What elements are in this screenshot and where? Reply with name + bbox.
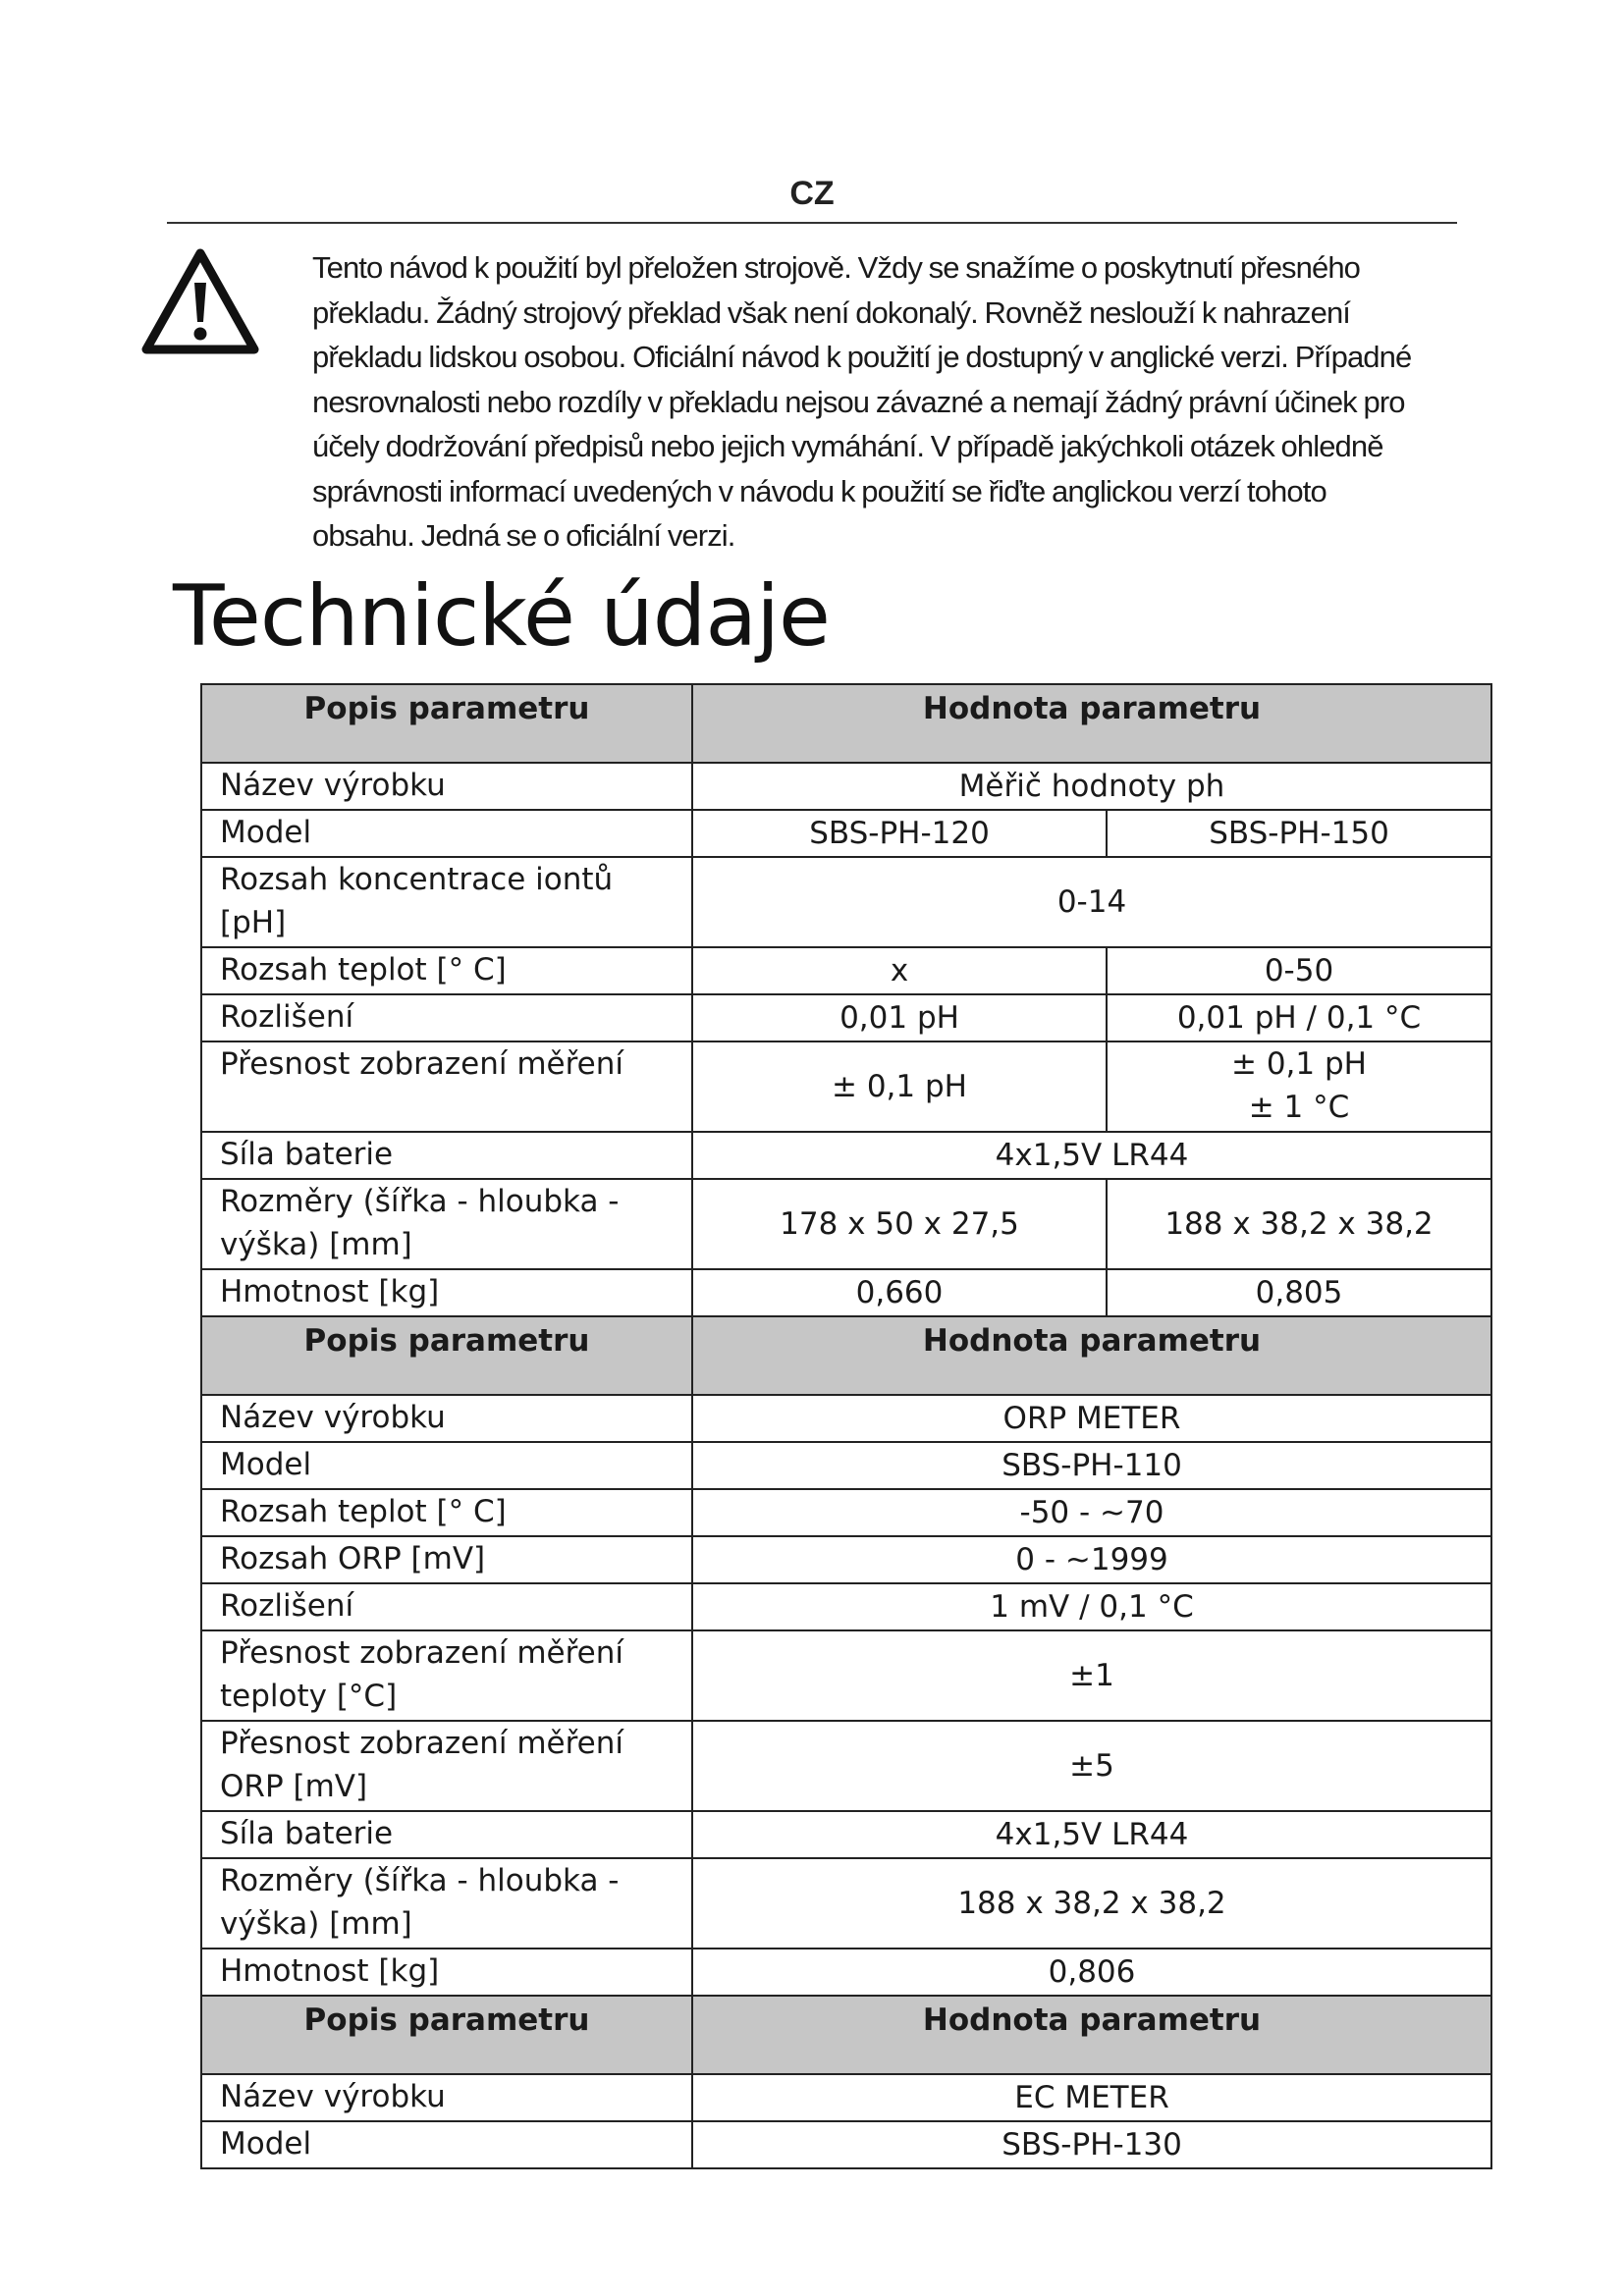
param-label: Název výrobku [201, 1395, 692, 1442]
param-value: ±5 [692, 1721, 1491, 1811]
notice-line: překladu. Žádný strojový překlad však není dokonalý. Rovněž neslouží k nahrazení [312, 294, 1351, 330]
param-value: 188 x 38,2 x 38,2 [692, 1858, 1491, 1949]
page-title: Technické údaje [173, 567, 830, 666]
param-value: 0,01 pH [692, 994, 1107, 1041]
param-value: 0,01 pH / 0,1 °C [1107, 994, 1491, 1041]
param-value: ±1 [692, 1630, 1491, 1721]
header-value-cell: Hodnota parametru [692, 684, 1491, 763]
table-row [201, 857, 1491, 947]
param-label: Hmotnost [kg] [201, 1269, 692, 1316]
param-value: 0,660 [692, 1269, 1107, 1316]
param-value: -50 - ~70 [692, 1489, 1491, 1536]
table-header-row [201, 1996, 1491, 2074]
param-label: Rozsah teplot [° C] [201, 947, 692, 994]
table-row [201, 1858, 1491, 1949]
table-row [201, 1395, 1491, 1442]
table-row [201, 810, 1491, 857]
label-line: Přesnost zobrazení měření [220, 1726, 623, 1761]
param-value: ORP METER [692, 1395, 1491, 1442]
label-line: výška) [mm] [220, 1906, 412, 1942]
translation-notice [312, 245, 1520, 559]
header-value-cell: Hodnota parametru [692, 1316, 1491, 1395]
param-value: 4x1,5V LR44 [692, 1132, 1491, 1179]
param-value: 1 mV / 0,1 °C [692, 1583, 1491, 1630]
value-line: ± 0,1 pH [1231, 1046, 1367, 1082]
table-row [201, 1536, 1491, 1583]
param-label: Model [201, 1442, 692, 1489]
table-row [201, 994, 1491, 1041]
param-label: Model [201, 810, 692, 857]
header-divider [167, 222, 1457, 224]
notice-line: Tento návod k použití byl přeložen strojově. Vždy se snažíme o poskytnutí přesného [312, 250, 1361, 285]
param-label: Přesnost zobrazení měření [201, 1041, 692, 1132]
param-value: SBS-PH-120 [692, 810, 1107, 857]
label-line: výška) [mm] [220, 1227, 412, 1262]
table-row [201, 1811, 1491, 1858]
table-row [201, 1041, 1491, 1132]
table-row [201, 1489, 1491, 1536]
param-label [201, 1179, 692, 1269]
param-label: Síla baterie [201, 1811, 692, 1858]
table-row [201, 1721, 1491, 1811]
label-line: Rozměry (šířka - hloubka - [220, 1184, 620, 1219]
table-header-row [201, 684, 1491, 763]
param-value: 0-50 [1107, 947, 1491, 994]
param-label: Název výrobku [201, 763, 692, 810]
param-label [201, 857, 692, 947]
param-label [201, 1630, 692, 1721]
header-value-cell: Hodnota parametru [692, 1996, 1491, 2074]
param-label: Hmotnost [kg] [201, 1949, 692, 1996]
notice-line: správnosti informací uvedených v návodu k použití se řiďte anglickou verzí tohoto [312, 473, 1326, 508]
param-value: 0,806 [692, 1949, 1491, 1996]
param-label: Rozlišení [201, 994, 692, 1041]
param-label [201, 1858, 692, 1949]
label-line: teploty [°C] [220, 1679, 398, 1714]
table-row [201, 1442, 1491, 1489]
param-label: Rozsah teplot [° C] [201, 1489, 692, 1536]
param-label: Síla baterie [201, 1132, 692, 1179]
param-value: SBS-PH-150 [1107, 810, 1491, 857]
param-label: Rozlišení [201, 1583, 692, 1630]
notice-line: nesrovnalosti nebo rozdíly v překladu nejsou závazné a nemají žádný právní účinek pro [312, 384, 1405, 419]
table-row [201, 1583, 1491, 1630]
param-value: EC METER [692, 2074, 1491, 2121]
param-label: Rozsah ORP [mV] [201, 1536, 692, 1583]
value-line: ± 1 °C [1248, 1090, 1350, 1125]
table-row [201, 1269, 1491, 1316]
param-value: 188 x 38,2 x 38,2 [1107, 1179, 1491, 1269]
table-row [201, 1132, 1491, 1179]
warning-triangle-icon [140, 247, 260, 355]
param-value: x [692, 947, 1107, 994]
param-label: Název výrobku [201, 2074, 692, 2121]
table-row [201, 947, 1491, 994]
specs-table [200, 683, 1492, 2169]
label-line: [pH] [220, 905, 287, 940]
table-row [201, 2074, 1491, 2121]
table-row [201, 763, 1491, 810]
label-line: Rozsah koncentrace iontů [220, 862, 614, 897]
table-row [201, 1179, 1491, 1269]
language-heading: CZ [789, 175, 835, 212]
notice-line: překladu lidskou osobou. Oficiální návod k použití je dostupný v anglické verzi. Případné [312, 340, 1412, 374]
header-param-cell: Popis parametru [201, 1316, 692, 1395]
notice-line: obsahu. Jedná se o oficiální verzi. [312, 518, 735, 553]
table-row [201, 2121, 1491, 2168]
param-value: SBS-PH-110 [692, 1442, 1491, 1489]
header-param-cell: Popis parametru [201, 1996, 692, 2074]
param-label: Model [201, 2121, 692, 2168]
param-value: 0,805 [1107, 1269, 1491, 1316]
param-value: 0-14 [692, 857, 1491, 947]
param-value: 178 x 50 x 27,5 [692, 1179, 1107, 1269]
table-row [201, 1630, 1491, 1721]
label-line: Rozměry (šířka - hloubka - [220, 1863, 620, 1898]
label-line: Přesnost zobrazení měření [220, 1635, 623, 1671]
param-value: Měřič hodnoty ph [692, 763, 1491, 810]
header-param-cell: Popis parametru [201, 684, 692, 763]
param-value: 4x1,5V LR44 [692, 1811, 1491, 1858]
table-header-row [201, 1316, 1491, 1395]
param-value [1107, 1041, 1491, 1132]
param-value: SBS-PH-130 [692, 2121, 1491, 2168]
notice-line: účely dodržování předpisů nebo jejich vymáhání. V případě jakýchkoli otázek ohledně [312, 429, 1383, 463]
label-line: ORP [mV] [220, 1769, 368, 1804]
param-label [201, 1721, 692, 1811]
param-value: ± 0,1 pH [692, 1041, 1107, 1132]
table-row [201, 1949, 1491, 1996]
param-value: 0 - ~1999 [692, 1536, 1491, 1583]
